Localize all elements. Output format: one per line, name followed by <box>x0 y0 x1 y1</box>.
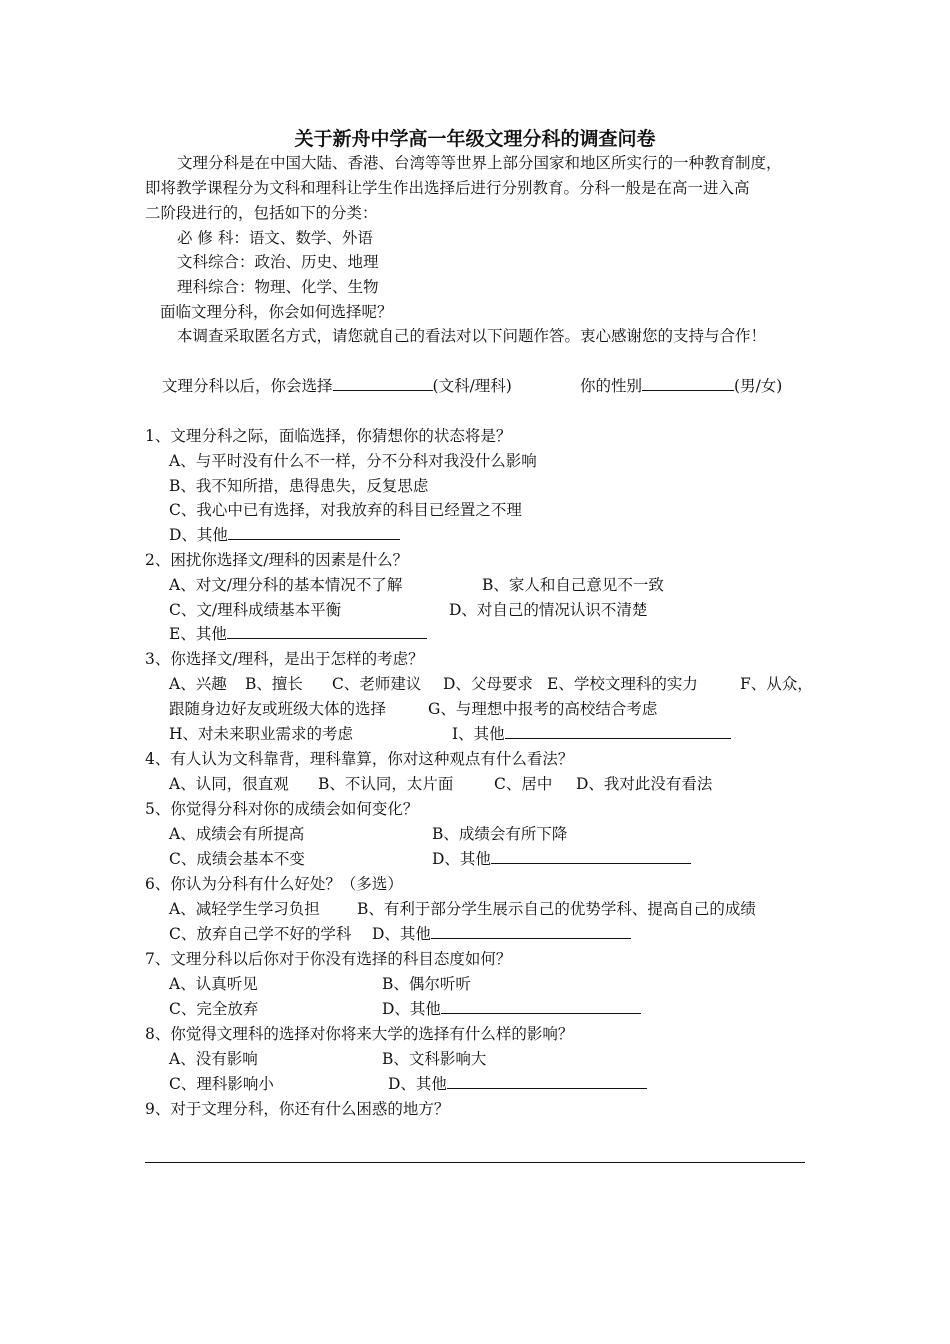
question-8: 8、你觉得文理科的选择对你将来大学的选择有什么样的影响？ <box>145 1025 574 1043</box>
q3-option-f-cont: 跟随身边好友或班级大体的选择 <box>169 700 387 718</box>
q8-option-c[interactable]: C、理科影响小 <box>169 1075 274 1093</box>
question-1: 1、文理分科之际，面临选择，你猜想你的状态将是？ <box>145 427 512 445</box>
gender-blank[interactable] <box>642 376 734 391</box>
choice-row <box>162 376 512 396</box>
choice-options: (文科/理科) <box>432 377 512 395</box>
q5-option-c[interactable]: C、成绩会基本不变 <box>169 850 305 868</box>
q8-option-a[interactable]: A、没有影响 <box>169 1050 258 1068</box>
gender-options: (男/女) <box>734 377 783 395</box>
question-5: 5、你觉得分科对你的成绩会如何变化？ <box>145 800 419 818</box>
choice-blank[interactable] <box>333 376 433 391</box>
q2-option-d[interactable]: D、对自己的情况认识不清楚 <box>449 601 648 619</box>
q2-option-e-label: E、其他 <box>169 625 227 643</box>
prompt-line: 面临文理分科，你会如何选择呢？ <box>160 303 393 321</box>
q7-other-blank[interactable] <box>441 999 641 1014</box>
gender-row <box>580 376 782 396</box>
q2-option-a[interactable]: A、对文/理分科的基本情况不了解 <box>169 576 403 594</box>
q5-option-d[interactable] <box>432 849 691 869</box>
question-9: 9、对于文理分科，你还有什么困惑的地方？ <box>145 1100 450 1118</box>
q4-option-d[interactable]: D、我对此没有看法 <box>576 775 713 793</box>
q3-option-a[interactable]: A、兴趣 <box>169 675 227 693</box>
question-3: 3、你选择文/理科，是出于怎样的考虑？ <box>145 650 424 668</box>
q2-option-c[interactable]: C、文/理科成绩基本平衡 <box>169 601 342 619</box>
q6-option-d[interactable] <box>372 924 631 944</box>
q6-option-a[interactable]: A、减轻学生学习负担 <box>169 900 320 918</box>
q1-option-b[interactable]: B、我不知所措，患得患失，反复思虑 <box>169 477 429 495</box>
q4-option-c[interactable]: C、居中 <box>494 775 553 793</box>
q1-option-a[interactable]: A、与平时没有什么不一样，分不分科对我没什么影响 <box>169 452 537 470</box>
q3-other-blank[interactable] <box>505 724 731 739</box>
q3-option-b[interactable]: B、擅长 <box>245 675 303 693</box>
question-2: 2、困扰你选择文/理科的因素是什么？ <box>145 551 409 569</box>
category-required: 必 修 科：语文、数学、外语 <box>177 229 373 247</box>
q1-option-d[interactable] <box>169 525 400 545</box>
q3-option-f[interactable]: F、从众， <box>740 675 813 693</box>
q7-option-d-label: D、其他 <box>382 1000 441 1018</box>
q6-option-b[interactable]: B、有利于部分学生展示自己的优势学科、提高自己的成绩 <box>357 900 756 918</box>
q8-option-b[interactable]: B、文科影响大 <box>382 1050 487 1068</box>
q8-option-d[interactable] <box>388 1074 647 1094</box>
q3-option-i-label: I、其他 <box>452 725 505 743</box>
q2-option-b[interactable]: B、家人和自己意见不一致 <box>482 576 664 594</box>
q7-option-a[interactable]: A、认真听见 <box>169 975 258 993</box>
q6-other-blank[interactable] <box>431 924 631 939</box>
q4-option-a[interactable]: A、认同，很直观 <box>169 775 289 793</box>
q3-option-c[interactable]: C、老师建议 <box>332 675 422 693</box>
q6-option-d-label: D、其他 <box>372 925 431 943</box>
q3-option-i[interactable] <box>452 724 731 744</box>
q5-other-blank[interactable] <box>491 849 691 864</box>
q9-answer-line[interactable] <box>145 1162 805 1163</box>
q1-option-c[interactable]: C、我心中已有选择，对我放弃的科目已经置之不理 <box>169 501 522 519</box>
gender-label: 你的性别 <box>580 377 643 395</box>
q7-option-d[interactable] <box>382 999 641 1019</box>
q2-other-blank[interactable] <box>227 624 427 639</box>
intro-line-1: 文理分科是在中国大陆、香港、台湾等等世界上部分国家和地区所实行的一种教育制度， <box>177 154 782 172</box>
q7-option-c[interactable]: C、完全放弃 <box>169 1000 259 1018</box>
q5-option-b[interactable]: B、成绩会有所下降 <box>432 825 568 843</box>
q3-option-d[interactable]: D、父母要求 <box>443 675 533 693</box>
question-6: 6、你认为分科有什么好处？（多选） <box>145 875 403 893</box>
q7-option-b[interactable]: B、偶尔听听 <box>382 975 471 993</box>
intro-line-3: 二阶段进行的，包括如下的分类： <box>145 204 378 222</box>
q2-option-e[interactable] <box>169 624 427 644</box>
q8-option-d-label: D、其他 <box>388 1075 447 1093</box>
intro-line-2: 即将教学课程分为文科和理科让学生作出选择后进行分别教育。分科一般是在高一进入高 <box>145 179 750 197</box>
q3-option-e[interactable]: E、学校文理科的实力 <box>547 675 698 693</box>
q5-option-d-label: D、其他 <box>432 850 491 868</box>
q8-other-blank[interactable] <box>447 1074 647 1089</box>
choice-label: 文理分科以后，你会选择 <box>162 377 333 395</box>
q4-option-b[interactable]: B、不认同，太片面 <box>318 775 454 793</box>
q3-option-h[interactable]: H、对未来职业需求的考虑 <box>169 725 354 743</box>
question-7: 7、文理分科以后你对于你没有选择的科目态度如何？ <box>145 950 512 968</box>
question-4: 4、有人认为文科靠背，理科靠算，你对这种观点有什么看法？ <box>145 750 574 768</box>
category-science: 理科综合：物理、化学、生物 <box>177 278 379 296</box>
q3-option-g[interactable]: G、与理想中报考的高校结合考虑 <box>428 700 658 718</box>
category-arts: 文科综合：政治、历史、地理 <box>177 253 379 271</box>
q1-option-d-label: D、其他 <box>169 526 228 544</box>
q1-other-blank[interactable] <box>228 525 400 540</box>
q6-option-c[interactable]: C、放弃自己学不好的学科 <box>169 925 352 943</box>
notice-line: 本调查采取匿名方式，请您就自己的看法对以下问题作答。衷心感谢您的支持与合作！ <box>177 327 767 345</box>
q5-option-a[interactable]: A、成绩会有所提高 <box>169 825 305 843</box>
page-title: 关于新舟中学高一年级文理分科的调查问卷 <box>294 128 656 150</box>
